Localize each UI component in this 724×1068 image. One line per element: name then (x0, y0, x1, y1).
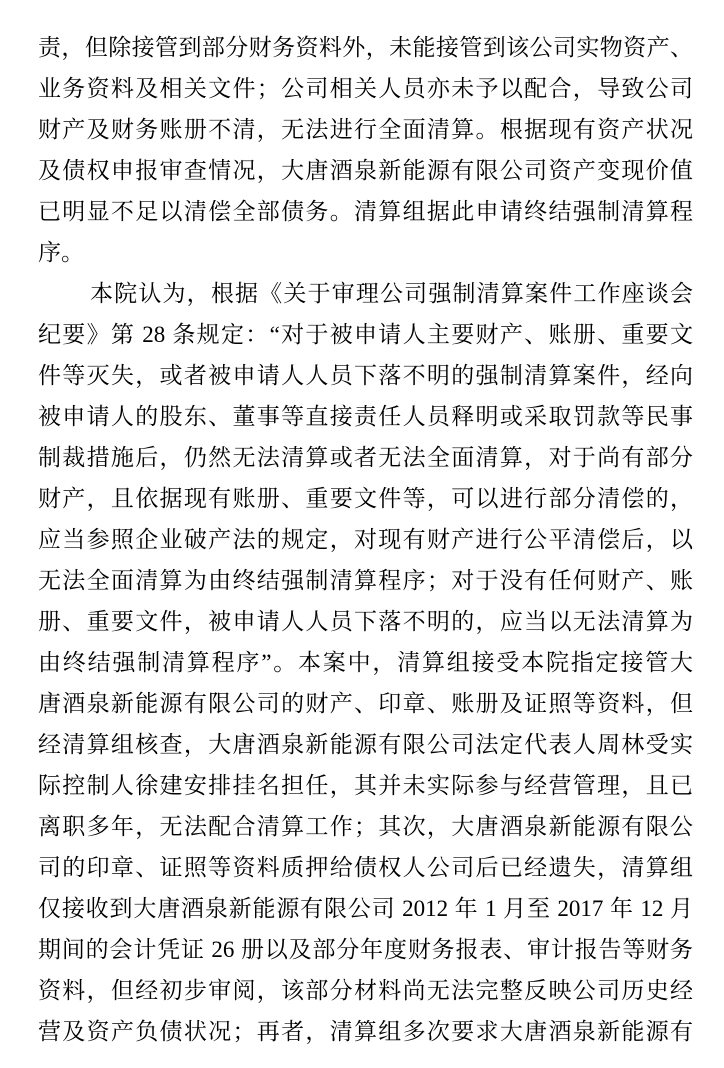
document-line: 离职多年，无法配合清算工作；其次，大唐酒泉新能源有限公 (38, 814, 693, 839)
document-line: 业务资料及相关文件；公司相关人员亦未予以配合，导致公司 (38, 76, 693, 101)
document-line: 应当参照企业破产法的规定，对现有财产进行公平清偿后，以 (38, 527, 693, 552)
document-body (38, 27, 693, 1052)
document-line: 本院认为，根据《关于审理公司强制清算案件工作座谈会 (90, 281, 693, 306)
document-line: 被申请人的股东、董事等直接责任人员释明或采取罚款等民事 (38, 404, 693, 429)
document-line: 财产，且依据现有账册、重要文件等，可以进行部分清偿的， (38, 486, 693, 511)
document-line: 已明显不足以清偿全部债务。清算组据此申请终结强制清算程 (38, 199, 693, 224)
document-line: 财产及财务账册不清，无法进行全面清算。根据现有资产状况 (38, 117, 693, 142)
document-line: 经清算组核查，大唐酒泉新能源有限公司法定代表人周林受实 (38, 732, 693, 757)
document-line: 由终结强制清算程序”。本案中，清算组接受本院指定接管大 (38, 650, 693, 675)
document-line: 营及资产负债状况；再者，清算组多次要求大唐酒泉新能源有 (38, 1019, 693, 1044)
document-line: 际控制人徐建安排挂名担任，其并未实际参与经营管理，且已 (38, 773, 693, 798)
document-line: 纪要》第 28 条规定：“对于被申请人主要财产、账册、重要文 (38, 322, 693, 347)
document-line: 制裁措施后，仍然无法清算或者无法全面清算，对于尚有部分 (38, 445, 693, 470)
document-line: 册、重要文件，被申请人人员下落不明的，应当以无法清算为 (38, 609, 693, 634)
document-line: 无法全面清算为由终结强制清算程序；对于没有任何财产、账 (38, 568, 693, 593)
document-line: 件等灭失，或者被申请人人员下落不明的强制清算案件，经向 (38, 363, 693, 388)
document-line: 仅接收到大唐酒泉新能源有限公司 2012 年 1 月至 2017 年 12 月 (38, 896, 693, 921)
document-line: 资料，但经初步审阅，该部分材料尚无法完整反映公司历史经 (38, 978, 693, 1003)
document-line: 司的印章、证照等资料质押给债权人公司后已经遗失，清算组 (38, 855, 693, 880)
document-line: 责，但除接管到部分财务资料外，未能接管到该公司实物资产、 (38, 35, 693, 60)
document-line: 序。 (38, 240, 84, 265)
document-line: 期间的会计凭证 26 册以及部分年度财务报表、审计报告等财务 (38, 937, 693, 962)
document-line: 唐酒泉新能源有限公司的财产、印章、账册及证照等资料，但 (38, 691, 693, 716)
document-line: 及债权申报审查情况，大唐酒泉新能源有限公司资产变现价值 (38, 158, 693, 183)
